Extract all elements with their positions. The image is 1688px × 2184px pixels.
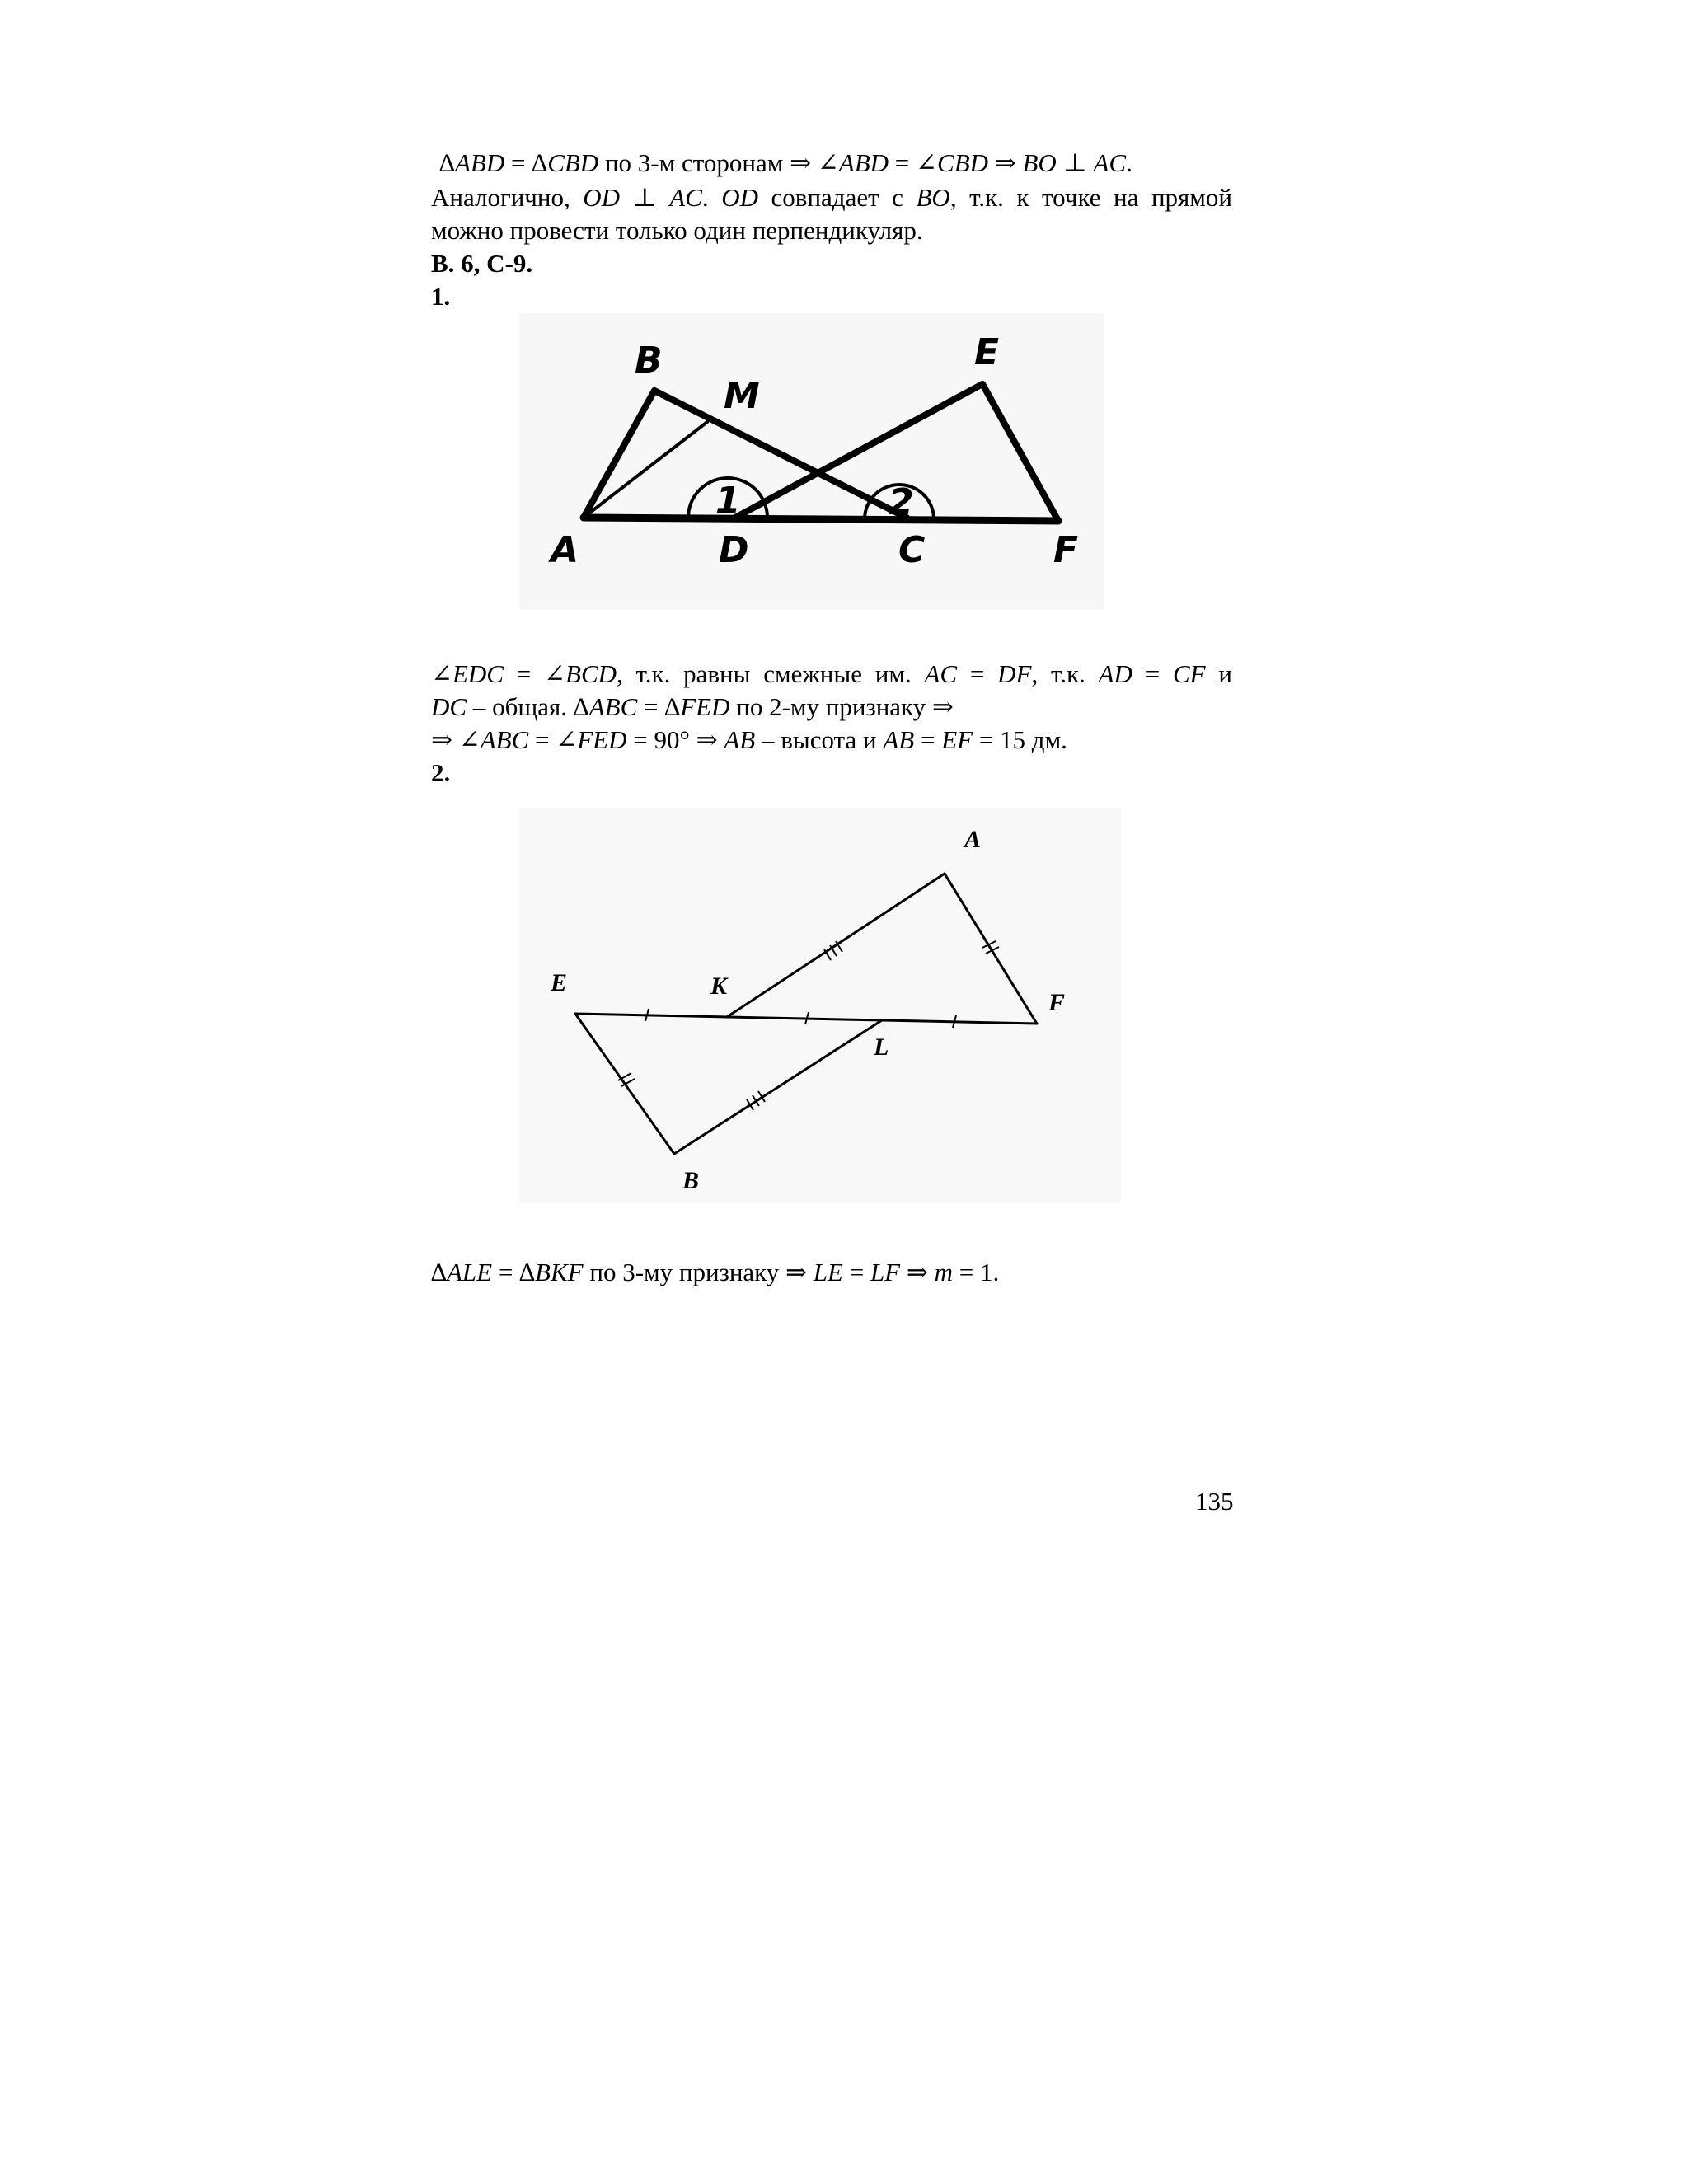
- label-d: D: [719, 529, 749, 571]
- label-angle-1: 1: [715, 480, 741, 522]
- label-l: L: [874, 1033, 889, 1061]
- figure-1-triangles: [519, 313, 1104, 610]
- page-number: 135: [1195, 1487, 1234, 1516]
- label-c: C: [898, 529, 926, 571]
- segment-af: [584, 518, 1058, 521]
- label-angle-2: 2: [889, 481, 914, 523]
- section-heading: В. 6, С-9.: [431, 249, 533, 278]
- label-b: B: [682, 1167, 700, 1194]
- label-f: F: [1053, 529, 1079, 571]
- label-e: E: [974, 331, 1000, 373]
- label-k: K: [710, 972, 728, 1000]
- label-a: A: [551, 529, 579, 571]
- problem-number-1: 1.: [431, 282, 451, 311]
- problem-number-2: 2.: [431, 758, 451, 787]
- label-e: E: [551, 969, 568, 996]
- proof-line-2: Аналогично, OD ⊥ AC. OD совпадает с BO, т.к. к точке на прямой: [431, 183, 1233, 212]
- figure-2-parallelograms: [519, 808, 1121, 1203]
- label-a: A: [964, 826, 982, 853]
- label-m: M: [724, 375, 760, 417]
- label-b: B: [635, 340, 663, 382]
- proof-line-1: ∆ABD = ∆CBD по 3-м сторонам ⇒ ∠ABD = ∠CBD ⇒ BO ⊥ AC.: [439, 148, 1132, 177]
- proof-line-4: ∠EDC = ∠BCD, т.к. равны смежные им. AC = DF, т.к. AD = CF и: [431, 659, 1233, 688]
- proof-line-6: ⇒ ∠ABC = ∠FED = 90° ⇒ AB – высота и AB = EF = 15 дм.: [431, 725, 1067, 754]
- proof-line-3: можно провести только один перпендикуляр.: [431, 216, 923, 245]
- proof-line-5: DC – общая. ∆ABC = ∆FED по 2-му признаку ⇒: [431, 692, 954, 721]
- label-f: F: [1048, 989, 1066, 1016]
- proof-line-7: ∆ALE = ∆BKF по 3-му признаку ⇒ LE = LF ⇒ m = 1.: [431, 1258, 1000, 1286]
